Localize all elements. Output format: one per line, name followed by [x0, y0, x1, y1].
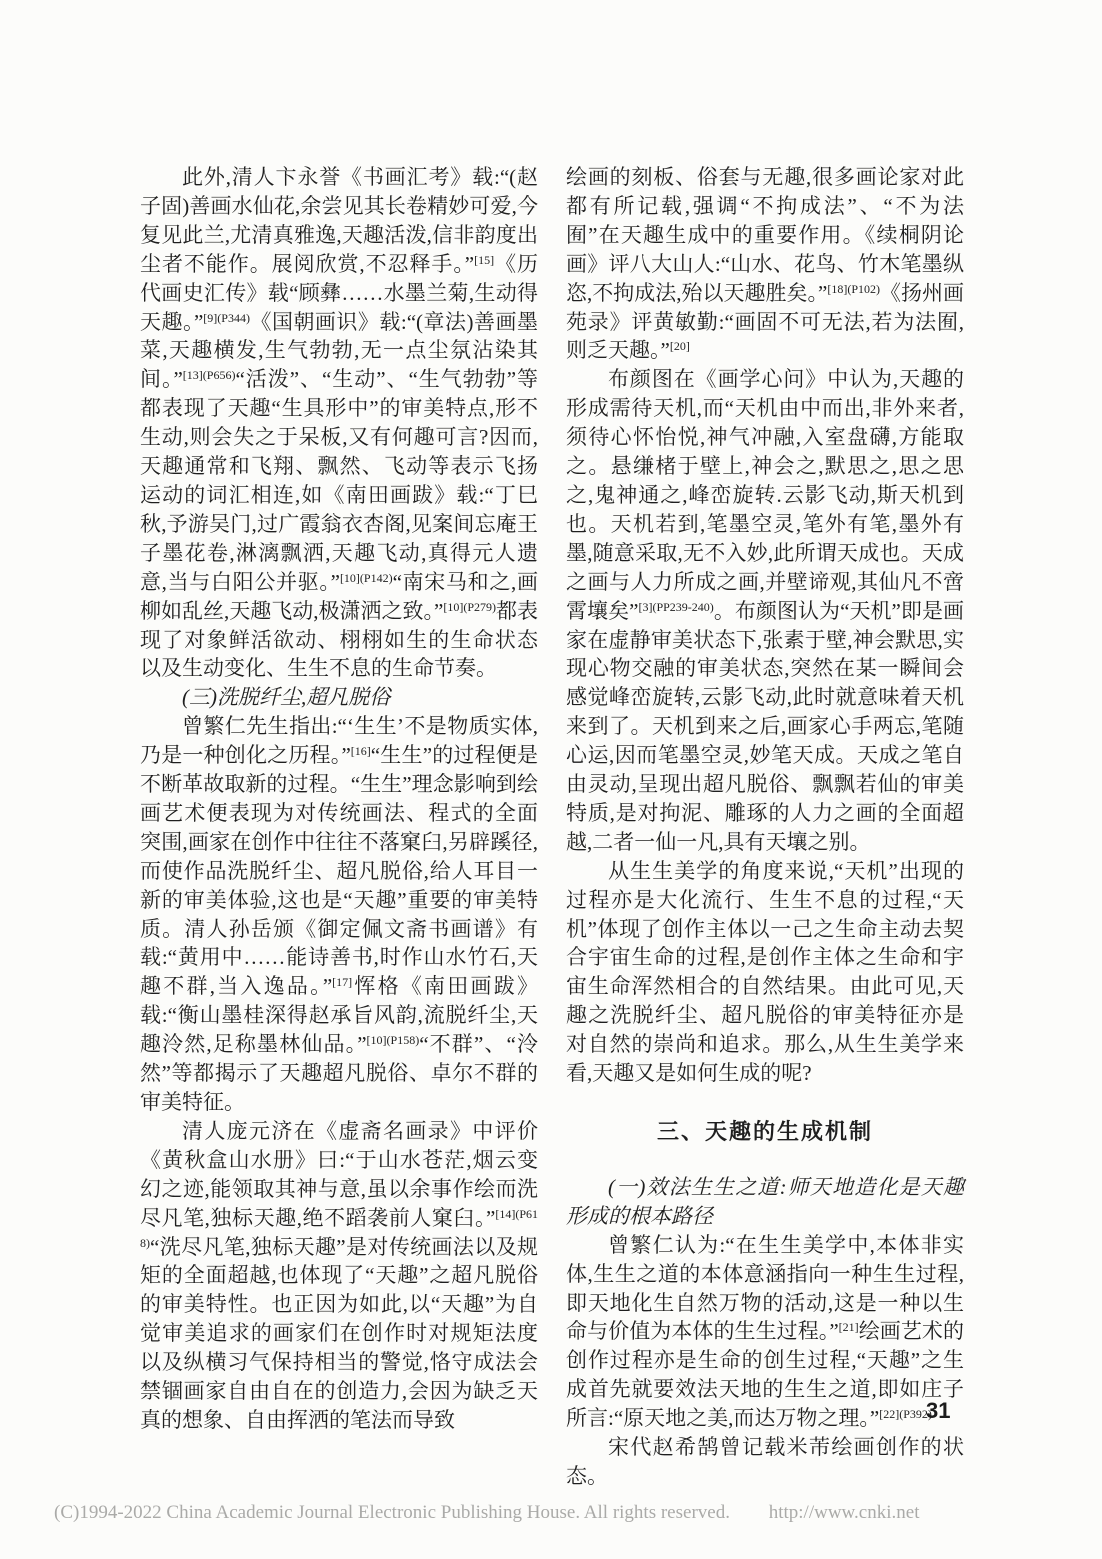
- body-paragraph: [140, 163, 538, 683]
- text-run: 《国朝画识》载:“(章法)善画墨菜,天趣横发,生气勃勃,无一点尘氛沾染其间。”: [140, 309, 538, 392]
- text-run: (三)洗脱纤尘,超凡脱俗: [182, 685, 391, 710]
- text-run: 三、天趣的生成机制: [656, 1119, 873, 1144]
- citation-reference: [15]: [474, 252, 495, 267]
- section-heading: [566, 1118, 964, 1147]
- copyright-footer: [54, 1502, 919, 1524]
- subsection-heading: [140, 683, 538, 712]
- citation-reference: [16]: [350, 744, 371, 759]
- body-paragraph: [566, 365, 964, 856]
- text-run: 宋代赵希鹄曾记载米芾绘画创作的状态。: [566, 1435, 964, 1488]
- right-text-column: [566, 163, 964, 1491]
- text-run: 绘画的刻板、俗套与无趣,很多画论家对此都有所记载,强调“不拘成法”、“不为法囿”在天趣生成中的重要作用。《续桐阴论画》评八大山人:“山水、花鸟、竹木笔墨纵恣,不拘成法,殆以天趣胜矣。”: [566, 165, 964, 305]
- body-paragraph: [566, 857, 964, 1088]
- footer-copyright-text: (C)1994-2022 China Academic Journal Electronic Publishing House. All rights reserved.: [54, 1502, 730, 1523]
- body-paragraph: [566, 1433, 964, 1491]
- text-run: “洗尽凡笔,独标天趣”是对传统画法以及规矩的全面超越,也体现了“天趣”之超凡脱俗的审美特性。也正因为如此,以“天趣”为自觉审美追求的画家们在创作时对规矩法度以及纵横习气保持相当的警觉,恪守成法会禁锢画家自由自在的创造力,会因为缺乏天真的想象、自由挥洒的笔法而导致: [140, 1234, 538, 1432]
- text-run: 曾繁仁认为:“在生生美学中,本体非实体,生生之道的本体意涵指向一种生生过程,即天地化生自然万物的活动,这是一种以生命与价值为本体的生生过程。”: [566, 1232, 964, 1344]
- body-paragraph: [566, 1231, 964, 1433]
- text-run: 从生生美学的角度来说,“天机”出现的过程亦是大化流行、生生不息的过程,“天机”体现了创作主体以一己之生命主动去契合宇宙生命的过程,是创作主体之生命和宇宙生命浑然相合的自然结果。由此可见,天趣之洗脱纤尘、超凡脱俗的审美特征亦是对自然的崇尚和追求。那么,从生生美学来看,天趣又是如何生成的呢?: [566, 858, 964, 1086]
- citation-reference: [10](P279): [443, 599, 496, 614]
- text-run: 《扬州画苑录》评黄敏勤:“画固不可无法,若为法囿,则乏天趣。”: [566, 280, 964, 363]
- text-run: 此外,清人卞永誉《书画汇考》载:“(赵子固)善画水仙花,余尝见其长卷精妙可爱,今复见此兰,尤清真雅逸,天趣活泼,信非韵度出尘者不能作。展阅欣赏,不忍释手。”: [140, 165, 538, 276]
- citation-reference: [10](P158): [366, 1033, 420, 1048]
- citation-reference: [17]: [332, 975, 353, 990]
- text-run: “南宋马和之,画柳如乱丝,天趣飞动,极潇洒之致。”: [140, 569, 538, 623]
- citation-reference: [9](P344): [203, 310, 250, 325]
- citation-reference: [18](P102): [827, 281, 880, 296]
- subsection-heading: [566, 1173, 964, 1231]
- citation-reference: [20]: [669, 339, 690, 354]
- citation-reference: [10](P142): [339, 570, 393, 585]
- text-run: 清人庞元济在《虚斋名画录》中评价《黄秋盒山水册》曰:“于山水苍茫,烟云变幻之迹,能领取其神与意,虽以余事作绘而洗尽凡笔,独标天趣,绝不蹈袭前人窠臼。”: [140, 1118, 538, 1230]
- text-run: “活泼”、“生动”、“生气勃勃”等都表现了天趣“生具形中”的审美特点,形不生动,则会失之于呆板,又有何趣可言?因而,天趣通常和飞翔、飘然、飞动等表示飞扬运动的词汇相连,如《南田画跋》载:“丁巳秋,予游吴门,过广霞翁衣杏阁,见案间忘庵王子墨花卷,淋漓飘洒,天趣飞动,真得元人遗意,当与白阳公并驱。”: [140, 367, 538, 594]
- text-run: (一)效法生生之道:师天地造化是天趣形成的根本路径: [566, 1174, 964, 1228]
- page-number: 31: [926, 1398, 951, 1423]
- text-run: “不群”、“泠然”等都揭示了天趣超凡脱俗、卓尔不群的审美特征。: [140, 1032, 538, 1114]
- body-paragraph: [140, 712, 538, 1117]
- text-run: 。布颜图认为“天机”即是画家在虚静审美状态下,张素于壁,神会默思,实现心物交融的审美状态,突然在某一瞬间会感觉峰峦旋转,云影飞动,此时就意味着天机来到了。天机到来之后,画家心手两忘,笔随心运,因而笔墨空灵,妙笔天成。天成之笔自由灵动,呈现出超凡脱俗、飘飘若仙的审美特质,是对拘泥、雕琢的人力之画的全面超越,二者一仙一凡,具有天壤之别。: [566, 598, 964, 854]
- text-run: 布颜图在《画学心问》中认为,天趣的形成需待天机,而“天机由中而出,非外来者,须待心怀怡悦,神气冲融,入室盘礴,方能取之。悬缣楮于壁上,神会之,默思之,思之思之,鬼神通之,峰峦旋转.云影飞动,斯天机到也。天机若到,笔墨空灵,笔外有笔,墨外有墨,随意采取,无不入妙,此所谓天成也。天成之画与人力所成之画,并壁谛观,其仙凡不啻霄壤矣”: [566, 367, 964, 623]
- left-text-column: [140, 163, 538, 1435]
- citation-reference: [14](P618): [140, 1206, 538, 1250]
- text-run: 都表现了对象鲜活欲动、栩栩如生的生命状态以及生动变化、生生不息的生命节奏。: [140, 598, 538, 681]
- body-paragraph: [566, 163, 964, 365]
- citation-reference: [13](P656): [182, 368, 236, 383]
- text-run: “生生”的过程便是不断革故取新的过程。“生生”理念影响到绘画艺术便表现为对传统画法、程式的全面突围,画家在创作中往往不落窠臼,另辟蹊径,而使作品洗脱纤尘、超凡脱俗,给人耳目一新的审美体验,这也是“天趣”重要的审美特质。清人孙岳颁《御定佩文斋书画谱》有载:“黄用中……能诗善书,时作山水竹石,天趣不群,当入逸品。”: [140, 743, 538, 999]
- text-run: 恽格《南田画跋》载:“衡山墨桂深得赵承旨风韵,流脱纤尘,天趣泠然,足称墨林仙品。”: [140, 974, 539, 1057]
- text-run: 《历代画史汇传》载“顾彝……水墨兰菊,生动得天趣。”: [140, 251, 539, 334]
- citation-reference: [21]: [838, 1320, 859, 1335]
- text-run: 绘画艺术的创作过程亦是生命的创生过程,“天趣”之生成首先就要效法天地的生生之道,即如庄子所言:“原天地之美,而达万物之理。”: [566, 1319, 964, 1431]
- footer-url: http://www.cnki.net: [768, 1502, 920, 1523]
- citation-reference: [3](PP239-240): [638, 599, 714, 614]
- body-paragraph: [140, 1117, 538, 1435]
- text-run: 曾繁仁先生指出:“‘生生’不是物质实体,乃是一种创化之历程。”: [140, 714, 538, 768]
- citation-reference: [22](P392): [879, 1407, 932, 1422]
